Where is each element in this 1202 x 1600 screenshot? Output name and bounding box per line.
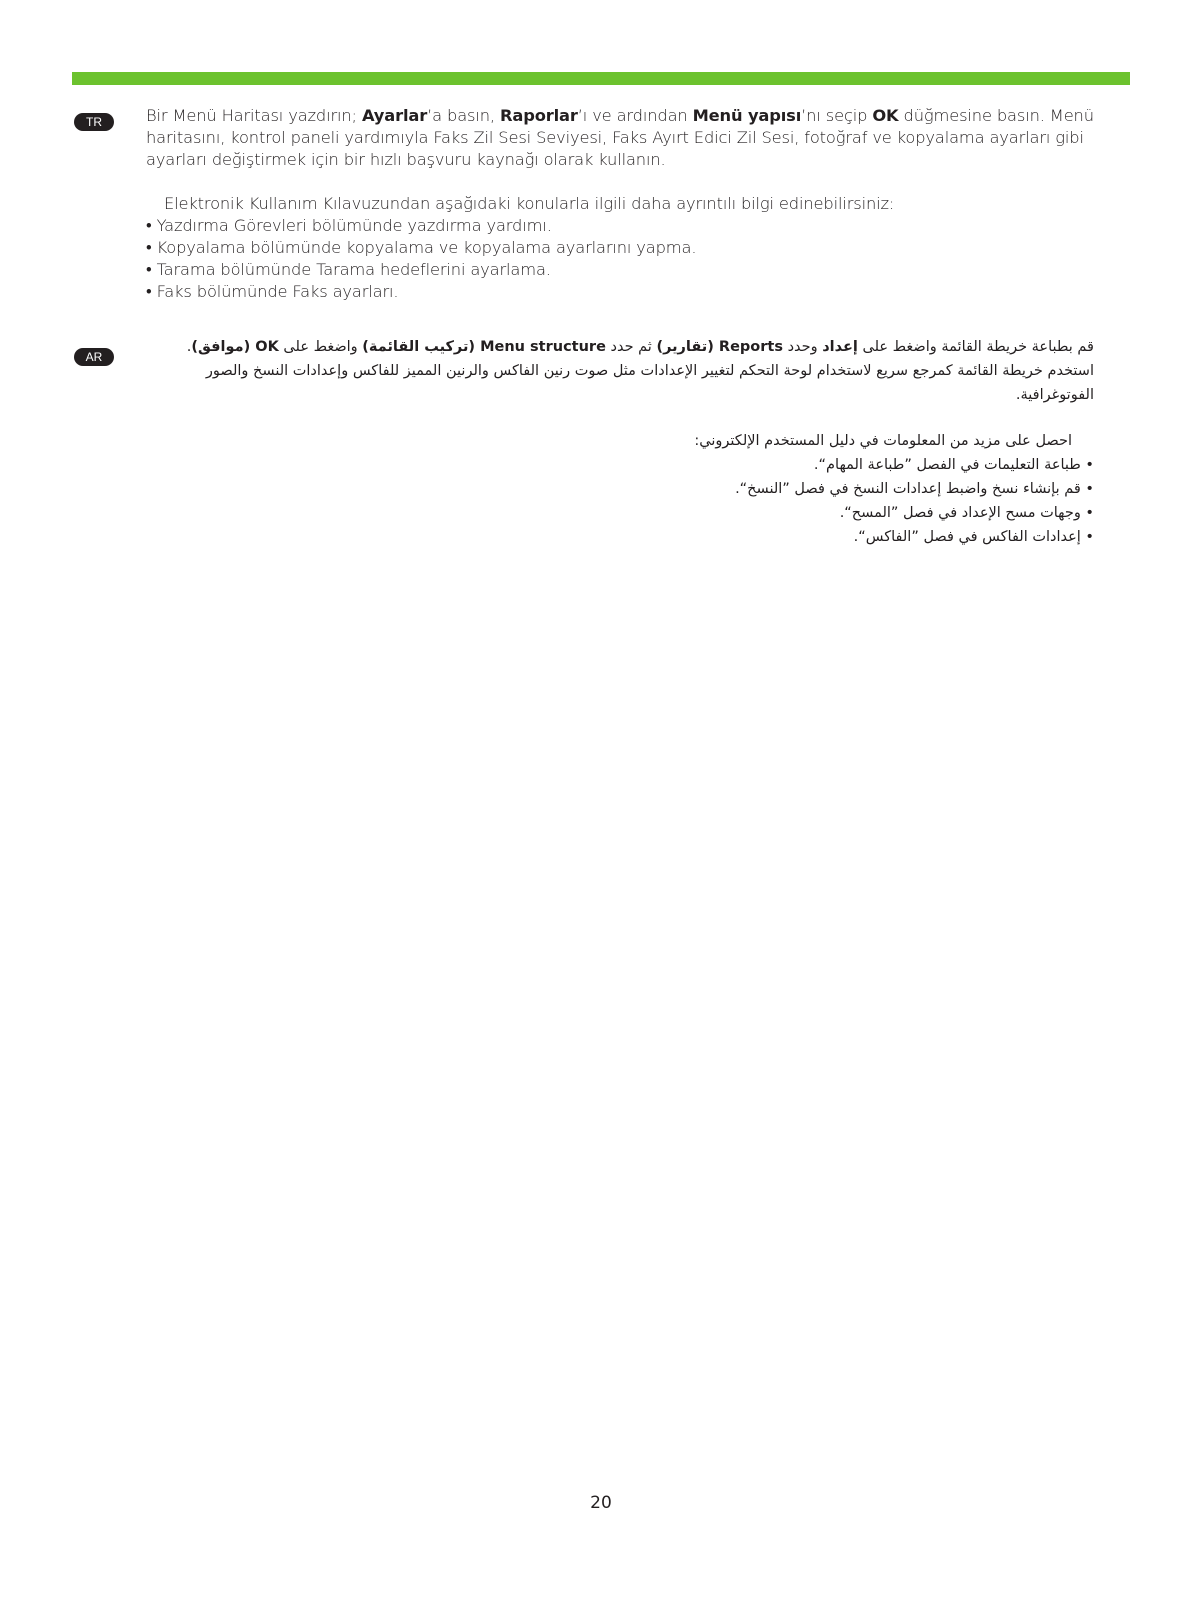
tr-text: ’nı seçip <box>801 106 873 125</box>
tr-bold-ok: OK <box>872 106 899 125</box>
ar-paragraph-2: احصل على مزيد من المعلومات في دليل المستخدم الإلكتروني: <box>694 433 1072 449</box>
ar-text: قم بطباعة خريطة القائمة واضغط على <box>857 339 1094 355</box>
page-number: 20 <box>590 1493 612 1513</box>
tr-paragraph-1 <box>146 105 1096 171</box>
ar-paragraph-1 <box>164 335 1094 407</box>
turkish-section <box>146 105 1096 303</box>
list-item: • قم بإنشاء نسخ واضبط إعدادات النسخ في فصل ”النسخ“. <box>164 477 1094 501</box>
tr-text: ’ı ve ardından <box>577 106 693 125</box>
tr-bold-ayarlar: Ayarlar <box>361 106 428 125</box>
list-item: • وجهات مسح الإعداد في فصل ”المسح“. <box>164 501 1094 525</box>
ar-bold-ok: OK (موافق) <box>191 339 279 355</box>
ar-text: واضغط على <box>278 339 363 355</box>
tr-text: ’a basın, <box>427 106 500 125</box>
ar-bold-setup: إعداد <box>822 339 858 355</box>
tr-paragraph-2: Elektronik Kullanım Kılavuzundan aşağıdaki konularla ilgili daha ayrıntılı bilgi edinebilirsiniz: <box>164 194 895 213</box>
tr-bold-raporlar: Raporlar <box>499 106 578 125</box>
ar-text: . استخدم خريطة القائمة كمرجع سريع لاستخدام لوحة التحكم لتغيير الإعدادات مثل صوت رنين الفاكس والرنين المميز للفاكس وإعدادات النسخ والصور الفوتوغرافية. <box>186 339 1094 403</box>
list-item: • Kopyalama bölümünde kopyalama ve kopyalama ayarlarını yapma. <box>146 237 1096 259</box>
ar-bold-menu-structure: Menu structure (تركيب القائمة) <box>362 339 606 355</box>
tr-bold-menu-yapisi: Menü yapısı <box>692 106 802 125</box>
tr-bullet-list <box>146 215 1096 303</box>
top-accent-bar <box>72 72 1130 85</box>
ar-text: ثم حدد <box>605 339 657 355</box>
tr-text: Bir Menü Haritası yazdırın; <box>146 106 362 125</box>
list-item: • طباعة التعليمات في الفصل ”طباعة المهام“. <box>164 453 1094 477</box>
list-item: • Tarama bölümünde Tarama hedeflerini ayarlama. <box>146 259 1096 281</box>
ar-bullet-list <box>164 453 1094 549</box>
list-item: • Yazdırma Görevleri bölümünde yazdırma yardımı. <box>146 215 1096 237</box>
language-badge-ar: AR <box>74 348 114 366</box>
tr-text: düğmesine basın. Menü haritasını, kontrol paneli yardımıyla Faks Zil Sesi Seviyesi, Faks Ayırt Edici Zil Sesi, fotoğraf ve kopyalama ayarları gibi ayarları değiştirmek için bir hızlı başvuru kaynağı olarak kullanın. <box>146 106 1094 169</box>
list-item: • إعدادات الفاكس في فصل ”الفاكس“. <box>164 525 1094 549</box>
ar-text: وحدد <box>782 339 823 355</box>
ar-bold-reports: Reports (تقارير) <box>656 339 783 355</box>
language-badge-tr: TR <box>74 113 114 131</box>
list-item: • Faks bölümünde Faks ayarları. <box>146 281 1096 303</box>
arabic-section <box>164 335 1094 549</box>
